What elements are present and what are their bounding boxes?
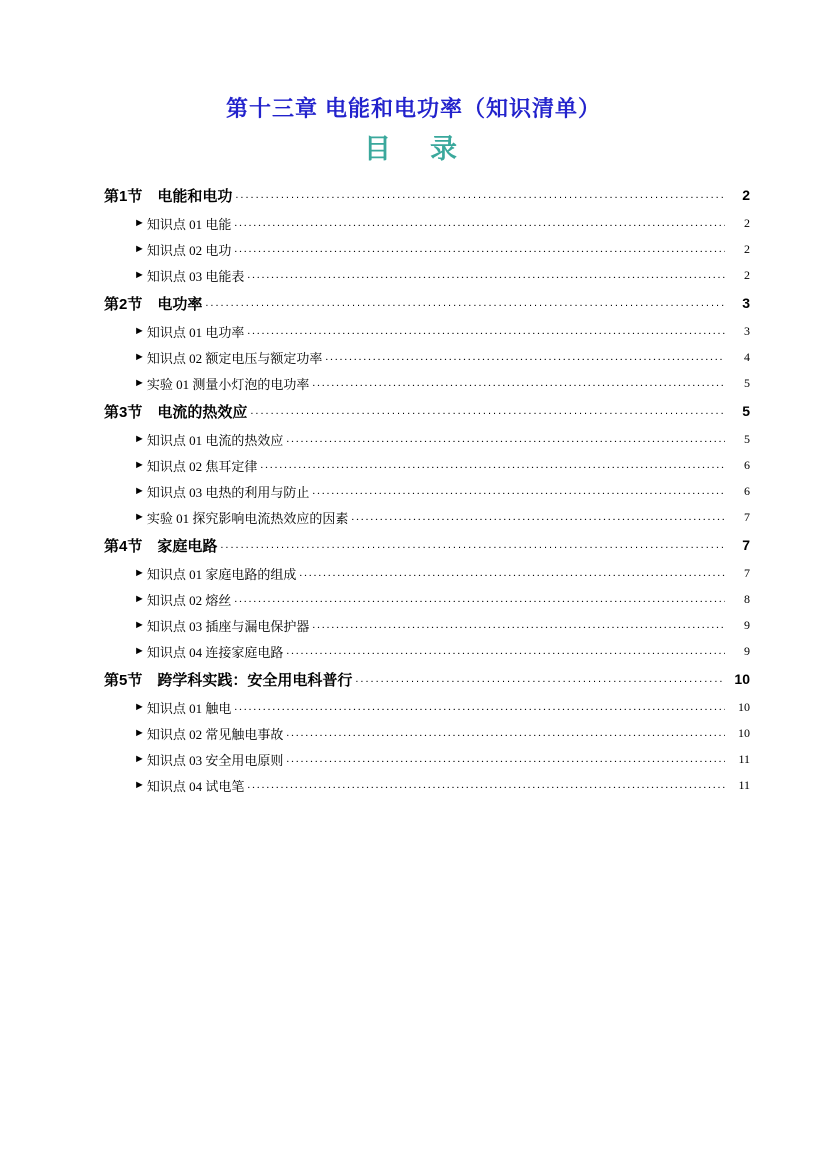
page-number: 8 — [744, 591, 750, 606]
toc-entry-label: 第3节 电流的热效应 — [104, 403, 248, 421]
dot-leader — [247, 326, 725, 337]
toc-item-row[interactable] — [104, 210, 750, 236]
page-number: 7 — [744, 565, 750, 580]
toc-item-row[interactable] — [104, 746, 750, 772]
triangle-bullet-icon: ► — [134, 325, 145, 337]
toc — [104, 180, 750, 798]
page-number: 3 — [742, 295, 750, 311]
toc-entry-label: 知识点 01 电流的热效应 — [146, 432, 284, 448]
page-number: 11 — [738, 751, 750, 766]
toc-entry-label: 知识点 01 电能 — [146, 216, 232, 232]
toc-item-row[interactable] — [104, 612, 750, 638]
page-number: 5 — [744, 375, 750, 390]
dot-leader — [205, 298, 725, 309]
triangle-bullet-icon: ► — [134, 619, 145, 631]
dot-leader — [312, 486, 725, 497]
toc-entry-label: 知识点 03 电能表 — [146, 268, 245, 284]
triangle-bullet-icon: ► — [134, 459, 145, 471]
triangle-bullet-icon: ► — [134, 753, 145, 765]
dot-leader — [234, 218, 725, 229]
toc-item-row[interactable] — [104, 370, 750, 396]
triangle-bullet-icon: ► — [134, 511, 145, 523]
toc-entry-label: 知识点 04 试电笔 — [146, 778, 245, 794]
toc-entry-label: 实验 01 测量小灯泡的电功率 — [146, 376, 310, 392]
document-title: 第十三章 电能和电功率（知识清单） — [225, 96, 602, 121]
toc-entry-label: 知识点 01 触电 — [146, 700, 232, 716]
page-number: 2 — [742, 187, 750, 203]
dot-leader — [247, 270, 725, 281]
dot-leader — [260, 460, 725, 471]
toc-item-row[interactable] — [104, 262, 750, 288]
page-number: 10 — [738, 725, 750, 740]
dot-leader — [286, 728, 725, 739]
dot-leader — [235, 190, 725, 201]
toc-entry-label: 知识点 02 焦耳定律 — [146, 458, 258, 474]
toc-entry-label: 知识点 03 安全用电原则 — [146, 752, 284, 768]
toc-entry-label: 知识点 02 电功 — [146, 242, 232, 258]
toc-item-row[interactable] — [104, 720, 750, 746]
toc-item-row[interactable] — [104, 772, 750, 798]
toc-entry-label: 实验 01 探究影响电流热效应的因素 — [146, 510, 349, 526]
toc-section-row[interactable] — [104, 288, 750, 318]
toc-item-row[interactable] — [104, 344, 750, 370]
toc-item-row[interactable] — [104, 560, 750, 586]
page-number: 6 — [744, 457, 750, 472]
dot-leader — [351, 512, 725, 523]
page-number: 6 — [744, 483, 750, 498]
toc-entry-label: 第1节 电能和电功 — [104, 187, 233, 205]
triangle-bullet-icon: ► — [134, 727, 145, 739]
toc-entry-label: 知识点 02 熔丝 — [146, 592, 232, 608]
toc-item-row[interactable] — [104, 426, 750, 452]
dot-leader — [220, 540, 725, 551]
dot-leader — [234, 244, 725, 255]
toc-entry-label: 第2节 电功率 — [104, 295, 203, 313]
triangle-bullet-icon: ► — [134, 217, 145, 229]
triangle-bullet-icon: ► — [134, 779, 145, 791]
page-number: 2 — [744, 241, 750, 256]
page-number: 9 — [744, 617, 750, 632]
toc-entry-label: 第4节 家庭电路 — [104, 537, 218, 555]
dot-leader — [299, 568, 725, 579]
triangle-bullet-icon: ► — [134, 567, 145, 579]
toc-item-row[interactable] — [104, 318, 750, 344]
page-number: 7 — [742, 537, 750, 553]
toc-section-row[interactable] — [104, 530, 750, 560]
page-number: 2 — [744, 215, 750, 230]
toc-entry-label: 知识点 04 连接家庭电路 — [146, 644, 284, 660]
toc-section-row[interactable] — [104, 180, 750, 210]
toc-entry-label: 知识点 03 插座与漏电保护器 — [146, 618, 310, 634]
toc-section-row[interactable] — [104, 396, 750, 426]
toc-item-row[interactable] — [104, 478, 750, 504]
dot-leader — [286, 646, 725, 657]
triangle-bullet-icon: ► — [134, 485, 145, 497]
triangle-bullet-icon: ► — [134, 269, 145, 281]
toc-entry-label: 知识点 02 额定电压与额定功率 — [146, 350, 323, 366]
toc-item-row[interactable] — [104, 638, 750, 664]
dot-leader — [325, 352, 725, 363]
triangle-bullet-icon: ► — [134, 701, 145, 713]
toc-item-row[interactable] — [104, 504, 750, 530]
page-number: 10 — [738, 699, 750, 714]
dot-leader — [234, 594, 725, 605]
page-number: 4 — [744, 349, 750, 364]
toc-entry-label: 知识点 02 常见触电事故 — [146, 726, 284, 742]
toc-item-row[interactable] — [104, 694, 750, 720]
page-number: 9 — [744, 643, 750, 658]
toc-item-row[interactable] — [104, 586, 750, 612]
triangle-bullet-icon: ► — [134, 593, 145, 605]
toc-entry-label: 知识点 03 电热的利用与防止 — [146, 484, 310, 500]
page-number: 3 — [744, 323, 750, 338]
page-number: 11 — [738, 777, 750, 792]
page-number: 5 — [744, 431, 750, 446]
page-number: 7 — [744, 509, 750, 524]
dot-leader — [355, 674, 725, 685]
page-number: 10 — [734, 671, 750, 687]
triangle-bullet-icon: ► — [134, 645, 145, 657]
dot-leader — [286, 754, 725, 765]
dot-leader — [312, 378, 725, 389]
dot-leader — [312, 620, 725, 631]
toc-item-row[interactable] — [104, 452, 750, 478]
triangle-bullet-icon: ► — [134, 243, 145, 255]
toc-entry-label: 第5节 跨学科实践：安全用电科普行 — [104, 671, 353, 689]
triangle-bullet-icon: ► — [134, 351, 145, 363]
toc-item-row[interactable] — [104, 236, 750, 262]
page-number: 5 — [742, 403, 750, 419]
toc-entry-label: 知识点 01 家庭电路的组成 — [146, 566, 297, 582]
triangle-bullet-icon: ► — [134, 433, 145, 445]
toc-heading: 目 录 — [364, 134, 463, 164]
page-number: 2 — [744, 267, 750, 282]
triangle-bullet-icon: ► — [134, 377, 145, 389]
dot-leader — [247, 780, 725, 791]
dot-leader — [286, 434, 725, 445]
dot-leader — [234, 702, 725, 713]
toc-entry-label: 知识点 01 电功率 — [146, 324, 245, 340]
toc-section-row[interactable] — [104, 664, 750, 694]
dot-leader — [250, 406, 725, 417]
